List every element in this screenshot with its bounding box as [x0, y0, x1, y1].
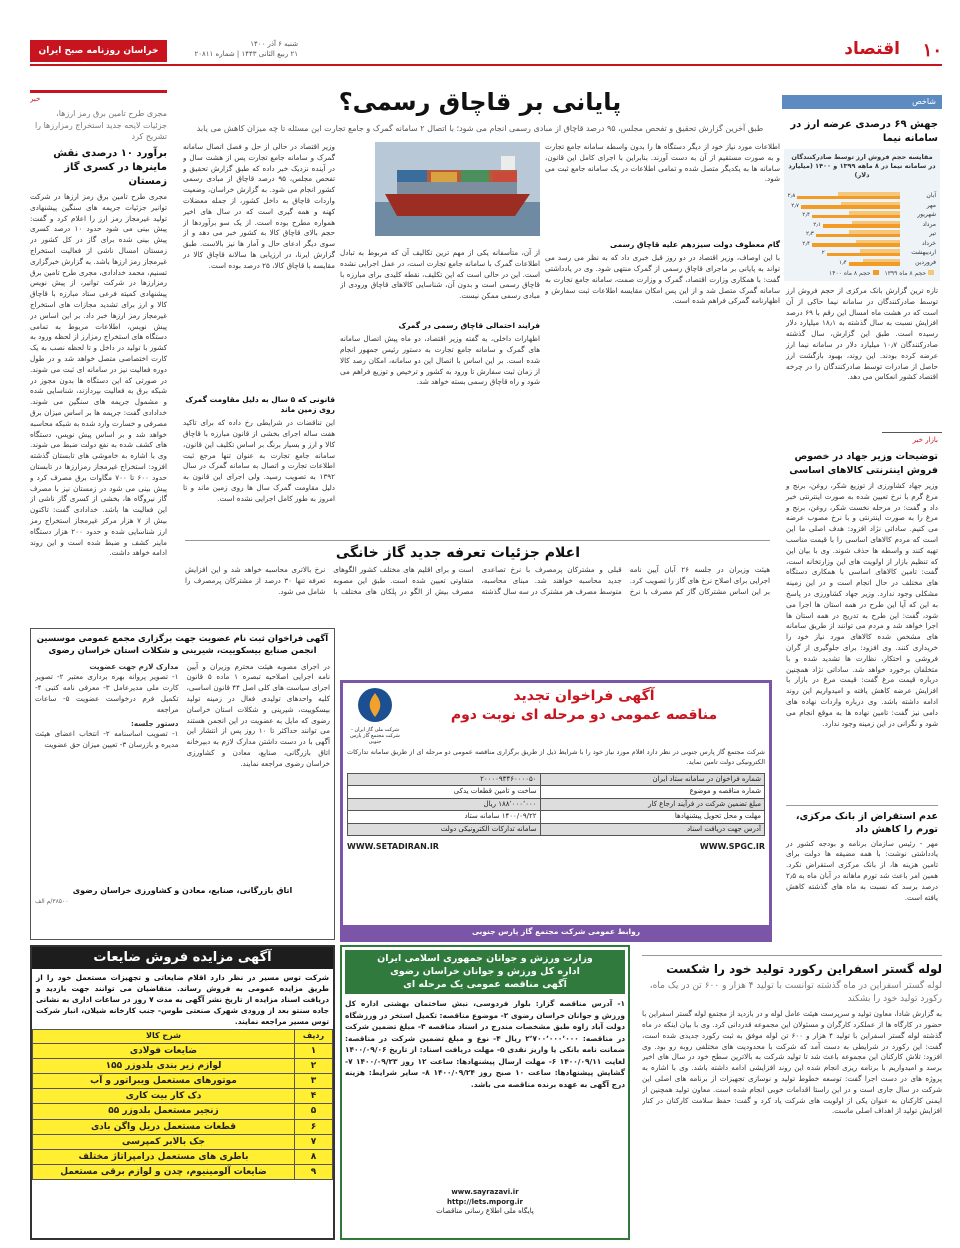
main-col2-text: از آن، متأسفانه یکی از مهم ترین تکالیف آن که مربوط به تبادل اطلاعات گمرک با سامانه جامع تجارت است، در عمل اجرایی نشده است. این در حالی است که این تکلیف، نقطه کلیدی برای مبارزه با قاچاق رسمی است و بدون آن، شناسایی کالاهای قاچاق ورودی از مبادی رسمی ممکن نیست.: [340, 248, 540, 301]
tender-subtitle: مناقصه عمومی دو مرحله ای نوبت دوم: [450, 706, 718, 723]
auction-row-desc: لوازم زیر بندی بلدوزر ۱۵۵: [33, 1058, 295, 1073]
section-title: اقتصاد: [844, 39, 900, 59]
main-col2b-text: اظهارات داخلی، به گفته وزیر اقتصاد، دو ماه پیش اتصال سامانه های گمرک و سامانه جامع تجارت به دستور رئیس جمهور انجام شده است. بر این اساس با اتصال این دو سامانه، امکان رصد کالا از زمان ثبت سفارش تا ورود به کشور و ترخیص و توزیع فراهم می شود و راه قاچاق رسمی بسته خواهد شد.: [340, 334, 540, 387]
auction-row-desc: دک کار بیت کاری: [33, 1089, 295, 1104]
sports-ad-footer: پایگاه ملی اطلاع رسانی مناقصات: [436, 1207, 534, 1216]
newspaper-logo: خراسان روزنامه صبح ایران: [30, 40, 167, 62]
association-signature: اتاق بازرگانی، صنایع، معادن و کشاورزی خراسان رضوی: [72, 885, 293, 895]
chart-bar-1400: [849, 262, 900, 266]
auction-row: [33, 1149, 333, 1164]
chart-value-label: ۲٫۴: [802, 212, 810, 218]
tender-table: [347, 773, 765, 836]
auction-row: [33, 1104, 333, 1119]
chart-title: مقایسه حجم فروش ارز توسط صادرکنندگان در سامانه نیما در ۸ ماهه ۱۳۹۹ و ۱۴۰۰ (میلیارد دلار): [788, 153, 936, 179]
association-agenda: ۱- تصویب اساسنامه ۲- انتخاب اعضای هیئت مدیره و بازرسان ۳- تعیین میزان حق عضویت: [35, 729, 179, 750]
chart-bar-1400: [801, 205, 900, 209]
sports-ad-title-3: آگهی مناقصه عمومی یک مرحله ای: [403, 978, 567, 990]
gas-company-name: شرکت ملی گاز ایران - شرکت مجتمع گاز پارس جنوبی: [350, 726, 400, 745]
tender-row-label: شماره فراخوان در سامانه ستاد ایران: [540, 773, 764, 785]
chart-value-label: ۲٫۱: [813, 221, 821, 228]
auction-row-no: ۳: [295, 1074, 333, 1089]
bazaar-body: وزیر جهاد کشاورزی از توزیع شکر، روغن، برنج و مرغ گرم با نرخ تعیین شده به صورت اینترنتی خبر داد و گفت: در مرحله نخست شکر، روغن، برنج و مرغ را به صورت اینترنتی و با نرخ مصوب عرضه می کنیم. ساداتی نژاد افزود: هدف اصلی ما این است که مردم کالاهای اساسی را با قیمت مناسب تهیه کنند و واسطه ها حذف شوند. وی با بیان این که تنظیم بازار از اولویت های این وزارتخانه است، گفت: تامین کالاهای اساسی با همکاری دستگاه های مختلف در حال انجام است و در این زمینه مشکلی وجود ندارد. وزیر جهاد کشاورزی در پاسخ به این که آیا این طرح در همه استان ها اجرا می شود، گفت: این طرح به تدریج در همه استان ها اجرا خواهد شد و مردم می توانند از طریق سامانه های مشخص شده کالاهای مورد نیاز خود را خریداری کنند. وی افزود: برای جلوگیری از گران فروشی و احتکار، نظارت ها تشدید شده و با متخلفان برخورد خواهد شد. ساداتی نژاد همچنین درباره قیمت مرغ گفت: قیمت مرغ در بازار با افزایش عرضه کاهش یافته و امیدواریم این روند ادامه داشته باشد. وی درباره واردات نهاده های دامی نیز گفت: تامین نهاده ها به موقع انجام می شود و نگرانی در این زمینه وجود ندارد.: [786, 481, 938, 728]
page-header: [0, 0, 960, 70]
lolegostar-body: به گزارش شادا، معاون تولید و سرپرست هیئت عامل لوله و در بازدید از مجتمع لوله گستر اسفراین با حضور در کارگاه ها از عملکرد کارگران و مسئولان این مجموعه قدردانی کرد. وی با بیان اینکه در ماه گذشته لوله گستر اسفراین با تولید ۴ هزار و ۶۰۰ تن لوله موفق به ثبت رکورد جدیدی شده است، گفت: این رکورد در شرایطی به دست آمد که شرکت با محدودیت های مختلفی روبه رو بود. وی افزود: تلاش کارکنان این مجموعه باعث شد تا تولید شرکت به بالاترین سطح خود در سال های اخیر برسد و امیدواریم با برنامه ریزی انجام شده این روند افزایشی ادامه داشته باشد. وی با اشاره به پروژه های در دست اجرا گفت: توسعه خطوط تولید و نوسازی تجهیزات از برنامه های اصلی این شرکت در سال جاری است و در این راستا اقدامات خوبی انجام شده است. معاون تولید همچنین از ایمنی کارکنان به عنوان یکی از اولویت های شرکت یاد کرد و گفت: حفظ سلامت کارکنان در کنار افزایش تولید از اهداف اصلی ماست.: [642, 1009, 942, 1116]
shakhes-chart-box: [784, 149, 940, 281]
legend-1399: حجم ۸ ماه ۱۳۹۹: [884, 269, 927, 277]
auction-row-desc: ضایعات آلومینیوم، چدن و لوازم برقی مستعمل: [33, 1164, 295, 1179]
sports-ad: [340, 945, 630, 1240]
shakhes-title: جهش ۶۹ درصدی عرضه ارز در سامانه نیما: [790, 119, 938, 144]
chart-value-label: ۲: [821, 250, 825, 256]
tender-row-value: سامانه تدارکات الکترونیکی دولت: [348, 823, 541, 835]
tender-row-label: آدرس جهت دریافت اسناد: [540, 823, 764, 835]
chart-category-label: اردیبهشت: [911, 249, 936, 256]
bazaar-title: توضیحات وزیر جهاد در خصوص فروش اینترنتی کالاهای اساسی: [789, 451, 938, 476]
tender-website-1[interactable]: WWW.SETADIRAN.IR: [347, 841, 439, 851]
flame-logo-icon: [357, 687, 393, 723]
auction-row-no: ۷: [295, 1134, 333, 1149]
tender-website-2[interactable]: WWW.SPGC.IR: [699, 841, 765, 851]
tender-row: [348, 786, 765, 798]
tender-row-value: ۱۴۰۰/۰۹/۲۲ سامانه ستاد: [348, 811, 541, 823]
header-rule: [30, 64, 942, 66]
chart-bar-1400: [812, 215, 900, 219]
auction-col-desc: شرح کالا: [33, 1030, 295, 1044]
sports-ad-website-2[interactable]: http://lets.mporg.ir: [446, 1197, 523, 1206]
shakhes-body: تازه ترین گزارش بانک مرکزی از حجم فروش ارز توسط صادرکنندگان در سامانه نیما حاکی از آن است که در هشت ماه امسال این رقم با ۶۹ درصد افزایش نسبت به سال گذشته به ۱۸٫۱ میلیارد دلار رسیده است. طبق این گزارش، سال گذشته صادرکنندگان ۱۰٫۷ میلیارد دلار در سامانه نیما ارز عرضه کرده بودند. این روند، بهبود بازگشت ارز حاصل از صادرات توسط صادرکنندگان را در چرخه اقتصاد کشور انعکاس می دهد.: [786, 286, 939, 382]
lolegostar-section: [642, 955, 942, 1240]
main-title: پایانی بر قاچاق رسمی؟: [338, 88, 622, 116]
chart-bar-1400: [827, 253, 900, 257]
main-sub-2: فرایند احتمالی قاچاق رسمی در گمرک: [398, 321, 540, 330]
tender-footer: روابط عمومی شرکت مجتمع گاز پارس جنوبی: [343, 925, 769, 939]
association-agenda-title: دستور جلسه:: [131, 718, 179, 728]
chart-category-label: مهر: [926, 201, 936, 209]
auction-row-no: ۲: [295, 1058, 333, 1073]
chart-category-label: فروردین: [915, 258, 936, 266]
main-col-3: [545, 142, 780, 537]
chart-value-label: ۱٫۴: [838, 259, 847, 266]
tender-row-label: شماره مناقصه و موضوع: [540, 786, 764, 798]
chart-category-label: مرداد: [922, 220, 936, 228]
main-title-area: [190, 84, 770, 124]
auction-table: [32, 1029, 333, 1180]
chart-category-label: آبان: [926, 192, 936, 199]
shakhes-label: شاخص: [782, 95, 942, 109]
chart-category-label: شهریور: [917, 211, 936, 218]
auction-row-desc: ضایعات فولادی: [33, 1043, 295, 1058]
cargo-ship-image: [375, 142, 540, 236]
main-sub-1: قانونی که ۵ سال به دلیل مقاومت گمرک روی زمین ماند: [185, 395, 335, 415]
tender-row-value: ۲۰۰۰۰۹۳۴۶۰۰۰۰۵۰: [348, 773, 541, 785]
auction-row-desc: جک بالابر کمپرسی: [33, 1134, 295, 1149]
main-col3-text: اطلاعات مورد نیاز خود از دیگر دستگاه ها را بدون واسطه سامانه جامع تجارت و به صورت مستقیم از آن به دست آورند. بنابراین با اجرای کامل این قانون، سامانه ها به یکدیگر متصل شده و تمامی اطلاعات در یک سامانه جامع ثبت می شود.: [545, 142, 780, 184]
tender-row-label: مهلت و محل تحویل پیشنهادها: [540, 811, 764, 823]
bazaar-title-2: عدم استقراض از بانک مرکزی، تورم را کاهش داد: [795, 811, 938, 836]
auction-col-no: ردیف: [295, 1030, 333, 1044]
bazaar-section: [782, 432, 942, 910]
tender-row-value: ساخت و تامین قطعات یدکی: [348, 786, 541, 798]
tender-row-value: ۱۸۸٬۰۰۰٬۰۰۰ ریال: [348, 798, 541, 810]
auction-row-desc: موتورهای مستعمل ویبراتور و آب: [33, 1074, 295, 1089]
auction-ad: [30, 945, 335, 1240]
auction-row: [33, 1164, 333, 1179]
auction-row: [33, 1089, 333, 1104]
legend-swatch-1399: [928, 270, 934, 275]
gas-company-logo: [347, 687, 403, 745]
main-sub-3: گام معطوف دولت سیزدهم علیه قاچاق رسمی: [610, 240, 780, 249]
auction-row-no: ۶: [295, 1119, 333, 1134]
association-ad-body: [35, 662, 330, 882]
sports-ad-title-2: اداره کل ورزش و جوانان خراسان رضوی: [390, 965, 580, 977]
auction-row-desc: باطری های مستعمل درامپراتاژ مختلف: [33, 1149, 295, 1164]
left-news-label: خبر: [30, 90, 167, 106]
tender-row: [348, 823, 765, 835]
tender-row: [348, 773, 765, 785]
tender-title: آگهی فراخوان تجدید: [513, 688, 655, 704]
sports-ad-website[interactable]: www.sayrazavi.ir: [451, 1188, 519, 1197]
bar-chart: [788, 191, 936, 269]
auction-row-desc: زنجیر مستعمل بلدوزر ۵۵: [33, 1104, 295, 1119]
auction-row: [33, 1043, 333, 1058]
issue-date: [178, 40, 298, 60]
left-news-body: مجری طرح تامین برق رمز ارزها در شرکت توانیر جزئیات جریمه های سنگین پیشنهادی تولید غیرمجاز رمز ارز را اعلام کرد و گفت: پیش بینی می شود حدود ۱۰ درصد کسری پیش بینی شده برای گاز در کل کشور در زمستان امسال ناشی از فعالیت استخراج غیرمجاز رمز ارزها باشد. به گزارش خبرگزاری تسنیم، محمد خدادادی، مجری طرح تامین برق رمزارزها در شرکت توانیر، از پیش نویس پیشنهادی کمیته فرعی ستاد مبارزه با قاچاق کالا و ارز برای تشدید مجازات های استخراج غیرمجاز رمز ارزها خبر داد. بر این اساس در پیش نویس، اطلاعات مربوط به تمامی دستگاه های استخراج رمزارز از لحظه ورود به کشور با تولید در داخل و تا لحظه نصب به یک کارت اختصاصی متصل خواهد شد و در طول دوره فعالیت نیز در سامانه ای ثبت می شوند. در صورتی که این دستگاه ها بدون مجوز در شبکه برق به فعالیت بپردازند، شناسایی شده و مشمول جریمه های سنگین می شوند. خدادادی گفت: جریمه ها بر اساس میزان برق مصرفی و خسارت وارد شده به شبکه محاسبه خواهد شد و بر اساس پیش نویس، دستگاه های کشف شده به نفع دولت ضبط می شوند. وی با اشاره به خاموشی های تابستان گذشته افزود: استخراج غیرمجاز رمزارزها در تابستان حدود ۶۰۰ تا ۷۰۰ مگاوات برق مصرف کرد و پیش بینی می شود در زمستان نیز با مصرف گاز نیروگاه ها، بخشی از کسری گاز ناشی از این فعالیت ها باشد. خدادادی گفت: تاکنون بیش از ۷ هزار مرکز غیرمجاز استخراج رمز ارز شناسایی شده و حدود ۲۰۰ هزار دستگاه ماینر کشف و ضبط شده است و این روند ادامه خواهد داشت.: [30, 192, 167, 558]
auction-row: [33, 1058, 333, 1073]
tender-row-label: مبلغ تضمین شرکت در فرآیند ارجاع کار: [540, 798, 764, 810]
chart-category-label: خرداد: [921, 239, 936, 247]
auction-row-no: ۱: [295, 1043, 333, 1058]
chart-bar-1400: [823, 224, 900, 228]
auction-row-no: ۵: [295, 1104, 333, 1119]
main-col-2: [340, 248, 540, 538]
date-line-1: شنبه ۶ آذر ۱۴۰۰: [250, 40, 298, 48]
chart-bar-1400: [797, 196, 900, 200]
sports-ad-title: وزارت ورزش و جوانان جمهوری اسلامی ایران: [377, 953, 593, 964]
bazaar-label: بازار خبر: [882, 432, 942, 448]
legend-1400: حجم ۸ ماه ۱۴۰۰: [829, 269, 871, 277]
association-docs: ۱- تصویر پروانه بهره برداری معتبر ۲- تصویر کارت ملی مدیرعامل ۳- معرفی نامه کتبی ۴- تکمیل فرم درخواست عضویت ۵- ساعات مراجعه: [35, 672, 179, 714]
chart-bar-1400: [812, 243, 900, 247]
shakhes-section: [782, 112, 942, 437]
sports-ad-body: ۱- آدرس مناقصه گزار: بلوار فردوسی، نبش ساختمان بهشتی اداره کل ورزش و جوانان خراسان رضوی ۲- موضوع مناقصه: تکمیل استخر در ورزشگاه دولت آباد زاوه طبق مشخصات مندرج در اسناد مناقصه ۳- مبلغ تضمین شرکت در مناقصه: ۲٬۷۰۰٬۰۰۰٬۰۰۰ ریال ۴- نوع و مبلغ تضمین شرکت در مناقصه: ضمانت نامه بانکی یا واریز نقدی ۵- مهلت دریافت اسناد: از تاریخ ۱۴۰۰/۰۹/۰۶ لغایت ۱۴۰۰/۰۹/۱۱ ۶- مهلت ارسال پیشنهادها: ساعت ۱۲ روز ۱۴۰۰/۰۹/۲۳ ۷- گشایش پیشنهادها: ساعت ۱۰ صبح روز ۱۴۰۰/۰۹/۲۴ ۸- سایر شرایط: هزینه درج آگهی به عهده برنده مناقصه می باشد.: [345, 999, 625, 1089]
association-ad-title: آگهی فراخوان ثبت نام عضویت جهت برگزاری مجمع عمومی موسسین انجمن صنایع بیسکوییت، شیرینی و شکلات استان خراسان رضوی: [36, 634, 329, 657]
left-news-section: [30, 90, 167, 615]
chart-category-label: تیر: [929, 230, 936, 237]
association-ad: [30, 628, 335, 940]
page-number: ۱۰: [922, 40, 942, 60]
left-news-lead: مجری طرح تامین برق رمز ارزها، جزئیات لایحه جدید استخراج رمزارزها را تشریح کرد: [34, 109, 167, 141]
chart-value-label: ۲٫۸: [787, 193, 796, 199]
auction-intro: شرکت توس مسیر در نظر دارد اقلام ضایعاتی و تجهیزات مستعمل خود را از طریق مزایده عمومی به فروش رساند. متقاضیان می توانند جهت بازدید و دریافت اسناد مزایده از تاریخ نشر آگهی به مدت ۷ روز در ساعات اداری به نشانی جاده سنتو بعد از ورودی شهرک صنعتی طوس- جنب کارخانه شیلان، انبار شرکت توس مسیر مراجعه نمایند.: [36, 973, 329, 1027]
association-docs-title: مدارک لازم جهت عضویت: [89, 661, 179, 671]
auction-row: [33, 1134, 333, 1149]
auction-row-desc: قطعات مستعمل دریل واگن بادی: [33, 1119, 295, 1134]
main-col1b-text: این تناقضات در شرایطی رخ داده که برای تاکید هفت ساله اجرای بخشی از قانون مبارزه با قاچاق کالا و ارز و بسیار برنگ بر اساس تکلیف این قانون، سامانه جامع تجارت به عنوان تنها مرجع ثبت اطلاعات تجارت و اتصال به سامانه گمرک در سال ۱۳۹۲ به تصویب رسید. ولی اجرای این قانون به دلیل مقاومت گمرک سال ها روی زمین ماند و تا امروز به طور کامل اجرایی نشده است.: [183, 418, 335, 503]
auction-title: آگهی مزایده فروش ضایعات: [32, 947, 333, 969]
association-ad-text: در اجرای مصوبه هیئت محترم وزیران و آیین نامه اجرایی اصلاحیه تبصره ۱ ماده ۵ قانون اجرای سیاست های کلی اصل ۴۴ قانون اساسی، کلیه واحدهای تولیدی فعال در زمینه تولید بیسکوییت، شیرینی و شکلات استان خراسان رضوی که مایل به عضویت در این انجمن هستند می توانند حداکثر تا ۱۰ روز پس از انتشار این آگهی با در دست داشتن مدارک لازم به دبیرخانه اتاق بازرگانی، صنایع، معادن و کشاورزی خراسان رضوی مراجعه نمایند.: [186, 661, 330, 768]
tariff-body: هیئت وزیران در جلسه ۲۶ آبان آیین نامه اجرایی برای اصلاح نرخ های گاز را تصویب کرد. بر این اساس مشترکان گاز کم مصرف با نرخ قبلی و مشترکان پرمصرف با نرخ تصاعدی جدید محاسبه خواهند شد. مبنای محاسبه، متوسط مصرف هر مشترک در سه سال گذشته است و برای اقلیم های مختلف کشور الگوهای متفاوتی تعیین شده است. طبق این مصوبه مصرف بیش از الگو در پلکان های مختلف با نرخ بالاتری محاسبه خواهد شد و این افزایش تعرفه تنها ۳۰ درصد از مشترکان پرمصرف را شامل می شود.: [185, 565, 770, 596]
lolegostar-lead: لوله گستر اسفراین در ماه گذشته توانست با تولید ۴ هزار و ۶۰۰ تن در یک ماه، رکورد تولید خود را بشکند: [649, 981, 942, 1004]
association-code: ۳۸۵۰۰/م الف: [35, 898, 69, 906]
main-lead: طبق آخرین گزارش تحقیق و تفحص مجلس، ۹۵ درصد قاچاق از مبادی رسمی انجام می شود؛ با اتصال ۲ سامانه گمرک و جامع تجارت این مسئله تا چه میزان کاهش می یابد: [196, 124, 764, 133]
chart-value-label: ۲٫۷: [791, 202, 799, 209]
legend-swatch-1400: [873, 270, 879, 275]
left-news-title: برآورد ۱۰ درصدی نقش ماینرها در کسری گاز زمستان: [53, 148, 167, 187]
auction-row-no: ۴: [295, 1089, 333, 1104]
date-line-2: ۲۱ ربیع الثانی ۱۴۴۳ | شماره ۲۰۸۱۱: [194, 49, 298, 58]
chart-value-label: ۲٫۳: [805, 231, 814, 237]
bazaar-body-2: مهر - رئیس سازمان برنامه و بودجه کشور در یادداشتی نوشت: با همه مضیقه ها دولت برای تامین هزینه ها، از بانک مرکزی استقراض نکرد. همین امر باعث شد تورم ماهانه در آبان ماه به ۲٫۵ درصد برسد که نسبت به ماه های گذشته کاهش یافته است.: [786, 838, 938, 902]
chart-value-label: ۲٫۴: [802, 240, 810, 247]
lolegostar-title: لوله گستر اسفراین رکورد تولید خود را شکست: [666, 962, 942, 976]
tender-row: [348, 811, 765, 823]
auction-row-no: ۹: [295, 1164, 333, 1179]
main-col-1: [183, 142, 335, 532]
auction-row-no: ۸: [295, 1149, 333, 1164]
main-col1-text: وزیر اقتصاد در حالی از حل و فصل اتصال سامانه گمرک و سامانه جامع تجارت پس از هشت سال و در آینده نزدیک خبر داده که طبق گزارش تحقیق و تفحص مجلس، ۹۵ درصد قاچاق از مبادی رسمی کشور انجام می شود. به گزارش خراسان، وضعیت واردات قاچاق به داخل کشور، از جمله معضلات کهنه و همه گیری است که در سال های اخیر همواره مطرح بوده است. از یک سو برآوردها از حجم بالای قاچاق کالا به کشور خبر می دهد و از سوی دیگر ادعای حال و آمار ها نیز بالاست. طبق گزارش ایرنا، در ارزیابی ها سالانه قاچاق کالا در مقایسه با قاچاق کالا، ۲۵ درصد بوده است.: [183, 142, 335, 270]
chart-bar-1400: [816, 234, 900, 238]
main-col3b-text: با این اوصاف، وزیر اقتصاد در دو روز قبل خبری داد که به نظر می رسد می تواند به پایانی بر ماجرای قاچاق رسمی از گمرک منتهی شود. وی در یادداشتی گفت: با همکاری وزارت اقتصاد، گمرک و وزارت صمت، سامانه جامع تجارت به سامانه گمرک متصل شد و از این پس امکان مقایسه اطلاعات ثبت سفارش و اظهارنامه گمرکی فراهم شده است.: [545, 253, 780, 306]
tender-row: [348, 798, 765, 810]
tender-ad: [340, 680, 772, 942]
auction-row: [33, 1074, 333, 1089]
tender-intro: شرکت مجتمع گاز پارس جنوبی در نظر دارد اقلام مورد نیاز خود را با شرایط ذیل از طریق برگزاری مناقصه عمومی دو مرحله ای از طریق سامانه تدارکات الکترونیکی دولت تامین نماید.: [347, 747, 765, 766]
auction-row: [33, 1119, 333, 1134]
tariff-title: اعلام جزئیات تعرفه جدید گاز خانگی: [335, 545, 580, 561]
